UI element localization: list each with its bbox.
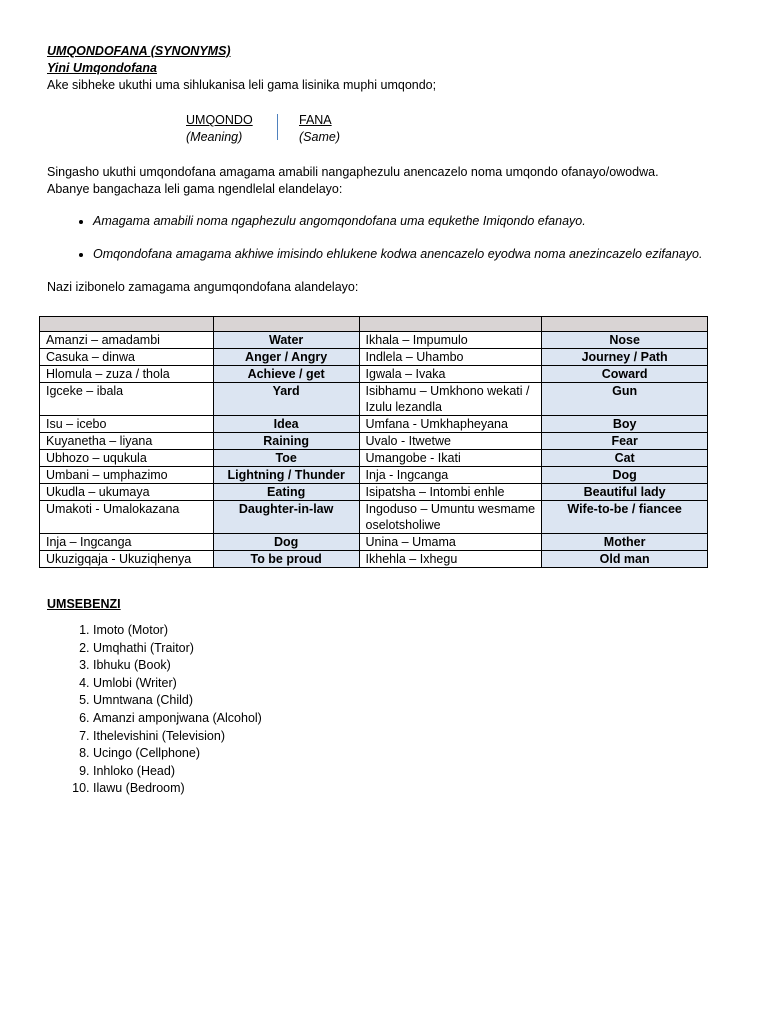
section-subtitle: Yini Umqondofana [47, 61, 157, 75]
zulu-synonym-cell: Hlomula – zuza / thola [40, 366, 214, 383]
exercise-item: 3. Ibhuku (Book) [93, 657, 262, 675]
zulu-synonym-cell: Ukuzigqaja - Ukuziqhenya [40, 551, 214, 568]
zulu-synonym-cell: Casuka – dinwa [40, 349, 214, 366]
bullet-item: • Amagama amabili noma ngaphezulu angomqondofana uma equkethe Imiqondo efanayo. [93, 213, 727, 230]
zulu-synonym-cell: Inja – Ingcanga [40, 534, 214, 551]
bullet-item: • Omqondofana amagama akhiwe imisindo ehlukene kodwa anencazelo eyodwa noma anezincazelo ezifanayo. [93, 246, 727, 263]
definition-line-2: Abanye bangachaza leli gama ngendlelal elandelayo: [47, 182, 343, 196]
english-meaning-cell: Yard [213, 383, 359, 416]
definition-bullets [47, 213, 727, 263]
document-title: UMQONDOFANA (SYNONYMS) [47, 44, 231, 58]
table-row [40, 534, 708, 551]
english-meaning-cell: Daughter-in-law [213, 501, 359, 534]
exercise-item: 1. Imoto (Motor) [93, 622, 262, 640]
english-meaning-cell: Lightning / Thunder [213, 467, 359, 484]
split-right [299, 112, 340, 146]
table-row [40, 484, 708, 501]
zulu-synonym-cell: Umbani – umphazimo [40, 467, 214, 484]
zulu-synonym-cell: Umangobe - Ikati [359, 450, 542, 467]
english-meaning-cell: Coward [542, 366, 708, 383]
exercise-item: 9. Inhloko (Head) [93, 763, 262, 781]
exercise-item: 7. Ithelevishini (Television) [93, 728, 262, 746]
zulu-synonym-cell: Indlela – Uhambo [359, 349, 542, 366]
english-meaning-cell: Mother [542, 534, 708, 551]
exercise-title: UMSEBENZI [47, 597, 121, 611]
definition-paragraph [47, 164, 727, 198]
english-meaning-cell: To be proud [213, 551, 359, 568]
zulu-synonym-cell: Umakoti - Umalokazana [40, 501, 214, 534]
zulu-synonym-cell: Ubhozo – uqukula [40, 450, 214, 467]
zulu-synonym-cell: Inja - Ingcanga [359, 467, 542, 484]
english-meaning-cell: Nose [542, 332, 708, 349]
split-left-sub: (Meaning) [186, 130, 243, 144]
header-cell [40, 317, 214, 332]
english-meaning-cell: Gun [542, 383, 708, 416]
table-row [40, 349, 708, 366]
zulu-synonym-cell: Isu – icebo [40, 416, 214, 433]
table-row [40, 501, 708, 534]
exercise-item: 8. Ucingo (Cellphone) [93, 745, 262, 763]
english-meaning-cell: Cat [542, 450, 708, 467]
header-cell [542, 317, 708, 332]
english-meaning-cell: Dog [542, 467, 708, 484]
english-meaning-cell: Achieve / get [213, 366, 359, 383]
zulu-synonym-cell: Igwala – Ivaka [359, 366, 542, 383]
exercise-item: 2. Umqhathi (Traitor) [93, 640, 262, 658]
table-row [40, 383, 708, 416]
zulu-synonym-cell: Isipatsha – Intombi enhle [359, 484, 542, 501]
exercise-item: 4. Umlobi (Writer) [93, 675, 262, 693]
table-row [40, 366, 708, 383]
zulu-synonym-cell: Ikhehla – Ixhegu [359, 551, 542, 568]
zulu-synonym-cell: Ingoduso – Umuntu wesmame oselotsholiwe [359, 501, 542, 534]
synonyms-table [39, 316, 708, 568]
exercise-list [47, 622, 262, 798]
english-meaning-cell: Idea [213, 416, 359, 433]
exercise-item: 10. Ilawu (Bedroom) [93, 780, 262, 798]
english-meaning-cell: Eating [213, 484, 359, 501]
split-left [186, 112, 253, 146]
examples-intro: Nazi izibonelo zamagama angumqondofana alandelayo: [47, 280, 359, 294]
zulu-synonym-cell: Kuyanetha – liyana [40, 433, 214, 450]
zulu-synonym-cell: Igceke – ibala [40, 383, 214, 416]
split-divider [277, 114, 278, 140]
english-meaning-cell: Anger / Angry [213, 349, 359, 366]
zulu-synonym-cell: Unina – Umama [359, 534, 542, 551]
header-cell [359, 317, 542, 332]
split-right-head: FANA [299, 113, 332, 127]
english-meaning-cell: Wife-to-be / fiancee [542, 501, 708, 534]
zulu-synonym-cell: Amanzi – amadambi [40, 332, 214, 349]
english-meaning-cell: Fear [542, 433, 708, 450]
exercise-item: 5. Umntwana (Child) [93, 692, 262, 710]
zulu-synonym-cell: Umfana - Umkhapheyana [359, 416, 542, 433]
english-meaning-cell: Old man [542, 551, 708, 568]
zulu-synonym-cell: Isibhamu – Umkhono wekati / Izulu lezandla [359, 383, 542, 416]
english-meaning-cell: Boy [542, 416, 708, 433]
definition-line-1: Singasho ukuthi umqondofana amagama amabili nangaphezulu anencazelo noma umqondo ofanayo/owodwa. [47, 165, 659, 179]
exercise-item: 6. Amanzi amponjwana (Alcohol) [93, 710, 262, 728]
table-row [40, 332, 708, 349]
split-left-head: UMQONDO [186, 113, 253, 127]
document-body [47, 43, 727, 296]
english-meaning-cell: Dog [213, 534, 359, 551]
zulu-synonym-cell: Ukudla – ukumaya [40, 484, 214, 501]
english-meaning-cell: Water [213, 332, 359, 349]
table-row [40, 467, 708, 484]
table-row [40, 551, 708, 568]
table-row [40, 450, 708, 467]
english-meaning-cell: Toe [213, 450, 359, 467]
header-cell [213, 317, 359, 332]
english-meaning-cell: Journey / Path [542, 349, 708, 366]
split-right-sub: (Same) [299, 130, 340, 144]
intro-text: Ake sibheke ukuthi uma sihlukanisa leli gama lisinika muphi umqondo; [47, 78, 437, 92]
word-split-diagram [47, 112, 727, 148]
english-meaning-cell: Beautiful lady [542, 484, 708, 501]
table-header-row [40, 317, 708, 332]
zulu-synonym-cell: Uvalo - Itwetwe [359, 433, 542, 450]
table-row [40, 433, 708, 450]
zulu-synonym-cell: Ikhala – Impumulo [359, 332, 542, 349]
english-meaning-cell: Raining [213, 433, 359, 450]
table-row [40, 416, 708, 433]
